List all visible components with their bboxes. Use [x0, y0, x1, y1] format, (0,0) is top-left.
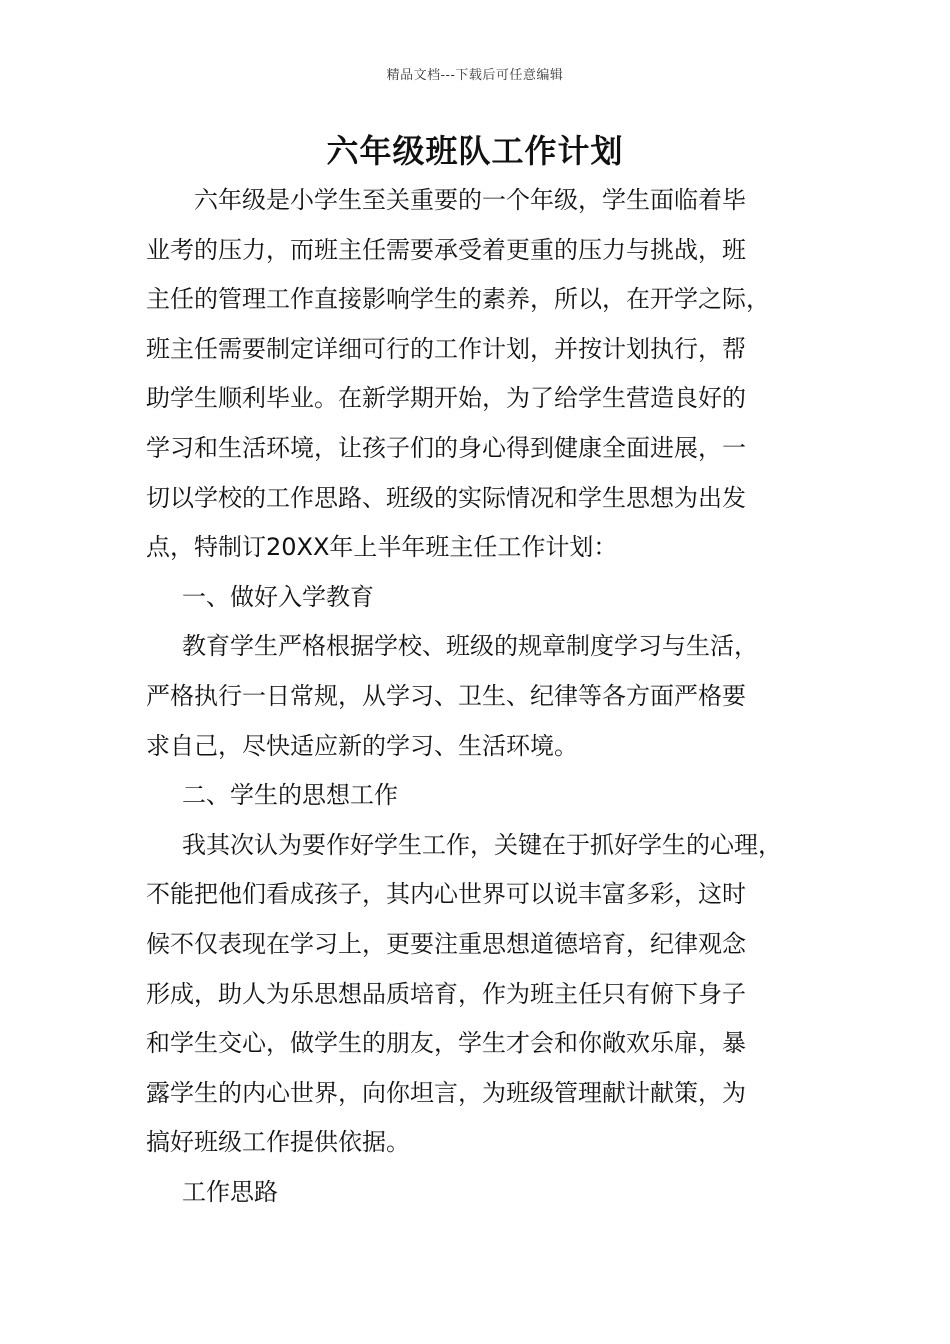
section-heading-1: 一、做好入学教育 [182, 582, 374, 611]
section-2-paragraph-line: 形成，助人为乐思想品质培育，作为班主任只有俯下身子 [146, 979, 746, 1008]
section-heading-3: 工作思路 [182, 1177, 278, 1206]
section-2-paragraph-line: 露学生的内心世界，向你坦言，为班级管理献计献策，为 [146, 1078, 746, 1107]
intro-paragraph-line: 六年级是小学生至关重要的一个年级，学生面临着毕 [194, 186, 746, 214]
intro-paragraph-line: 主任的管理工作直接影响学生的素养，所以，在开学之际， [146, 285, 770, 314]
intro-paragraph-line: 学习和生活环境，让孩子们的身心得到健康全面进展，一 [146, 433, 746, 462]
section-1-paragraph-line: 求自己，尽快适应新的学习、生活环境。 [146, 731, 578, 760]
intro-paragraph-line: 班主任需要制定详细可行的工作计划，并按计划执行，帮 [146, 334, 746, 363]
document-body [146, 176, 810, 1217]
section-2-paragraph-line: 不能把他们看成孩子，其内心世界可以说丰富多彩，这时 [146, 880, 746, 909]
intro-paragraph-line: 业考的压力，而班主任需要承受着更重的压力与挑战，班 [146, 235, 746, 264]
section-heading-2: 二、学生的思想工作 [182, 781, 398, 810]
section-2-paragraph-line: 和学生交心，做学生的朋友，学生才会和你敞欢乐扉，暴 [146, 1029, 746, 1058]
section-1-paragraph-line: 严格执行一日常规，从学习、卫生、纪律等各方面严格要 [146, 681, 746, 710]
section-2-paragraph-line: 我其次认为要作好学生工作，关键在于抓好学生的心理， [182, 830, 782, 859]
header-note: 精品文档---下载后可任意编辑 [386, 68, 564, 83]
section-2-paragraph-line: 候不仅表现在学习上，更要注重思想道德培育，纪律观念 [146, 929, 746, 958]
section-2-paragraph-line: 搞好班级工作提供依据。 [146, 1128, 410, 1157]
intro-paragraph-line: 点，特制订20XX年上半年班主任工作计划： [146, 533, 618, 562]
intro-paragraph-line: 助学生顺利毕业。在新学期开始，为了给学生营造良好的 [146, 384, 746, 413]
document-title: 六年级班队工作计划 [326, 132, 624, 170]
intro-paragraph-line: 切以学校的工作思路、班级的实际情况和学生思想为出发 [146, 483, 746, 512]
section-1-paragraph-line: 教育学生严格根据学校、班级的规章制度学习与生活， [182, 632, 758, 661]
